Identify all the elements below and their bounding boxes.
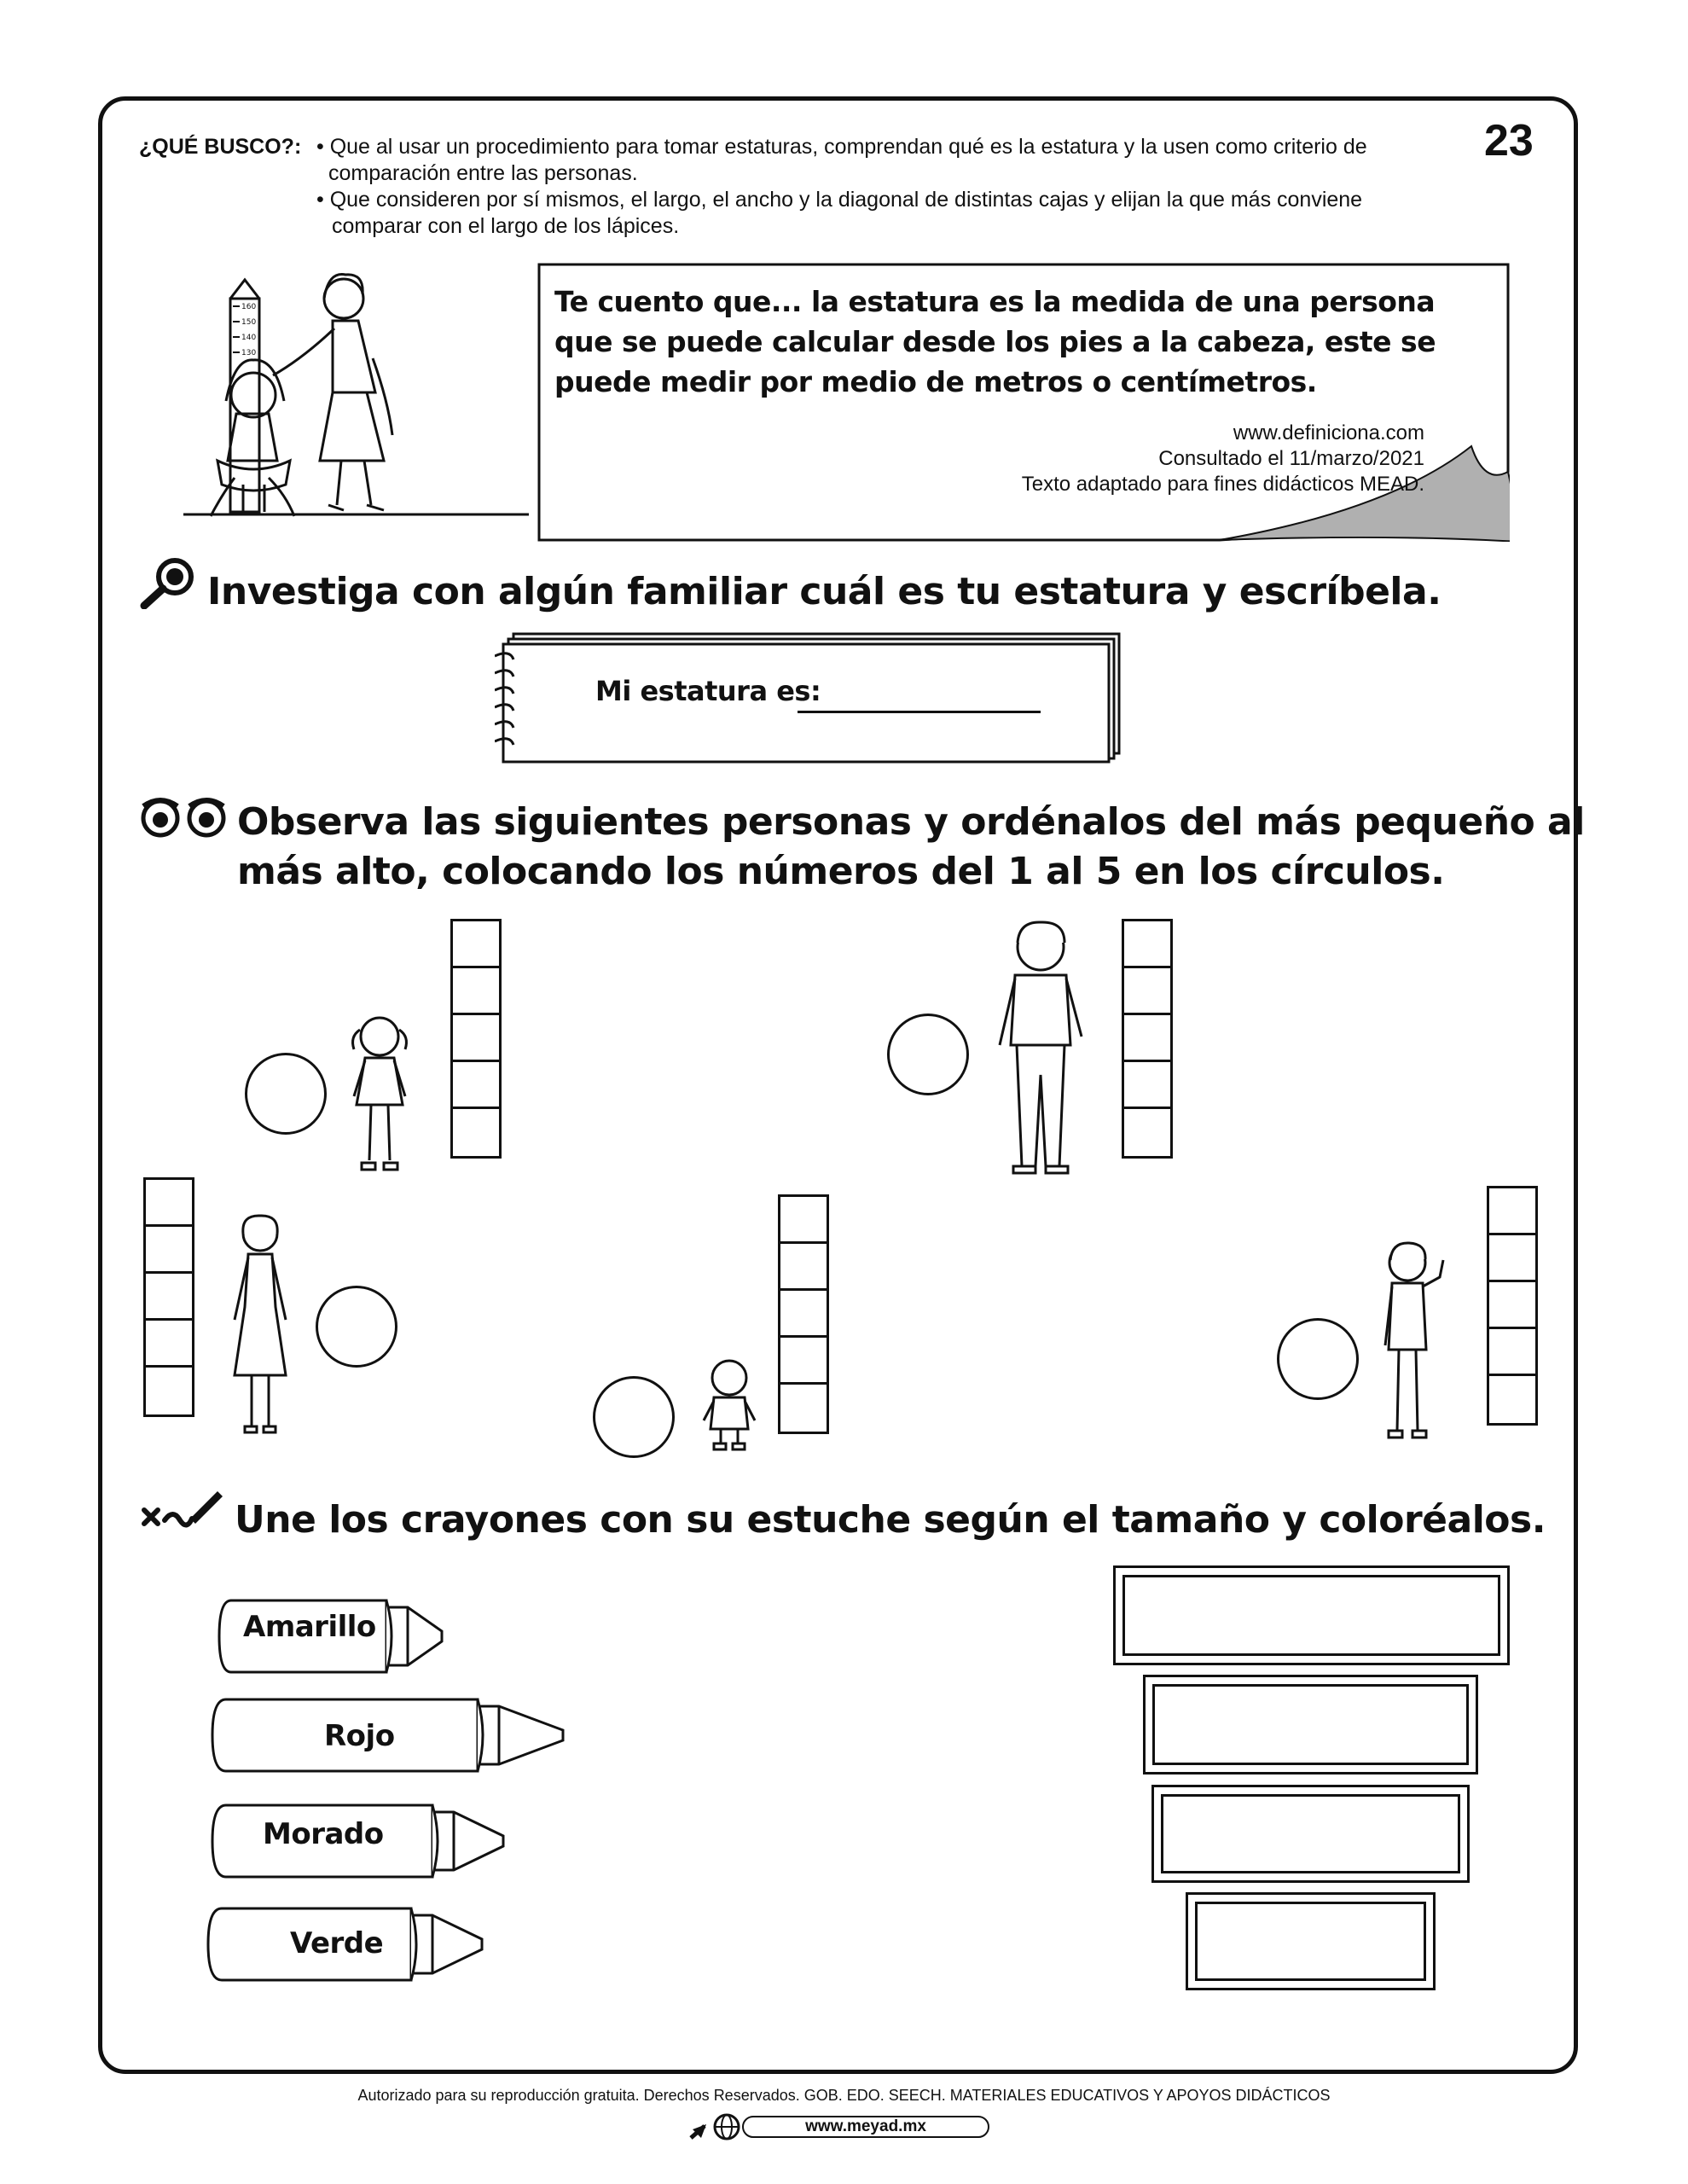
ruler-tick-160: 160	[241, 303, 257, 311]
woman-figure	[226, 1213, 294, 1439]
activity1-instruction: Investiga con algún familiar cuál es tu estatura y escríbela.	[207, 570, 1441, 613]
crayon-case-2[interactable]	[1143, 1675, 1478, 1774]
height-stack-boy	[1487, 1186, 1538, 1426]
man-figure	[989, 917, 1092, 1177]
height-stack-girl	[450, 919, 502, 1159]
bullet-1: • Que al usar un procedimiento para tomar estaturas, comprendan qué es la estatura y la usen como criterio de	[316, 135, 1367, 159]
que-busco-bullets	[316, 134, 1570, 240]
order-circle-girl[interactable]	[245, 1053, 327, 1135]
bullet-1-cont: comparación entre las personas.	[328, 161, 638, 185]
activity2-instruction-line1: Observa las siguientes personas y ordénalos del más pequeño al	[237, 800, 1585, 844]
height-answer-line[interactable]	[798, 711, 1041, 713]
note-source-date: Consultado el 11/marzo/2021	[1158, 447, 1424, 470]
note-source-purpose: Texto adaptado para fines didácticos MEAD.	[1021, 473, 1424, 496]
ruler-tick-130: 130	[241, 349, 257, 357]
note-source	[1022, 421, 1424, 497]
que-busco-label: ¿QUÉ BUSCO?:	[139, 135, 302, 159]
bullet-2-cont: comparar con el largo de los lápices.	[332, 214, 680, 238]
website-link[interactable]: www.meyad.mx	[742, 2116, 989, 2138]
order-circle-man[interactable]	[887, 1014, 969, 1095]
page-number: 23	[1484, 116, 1534, 166]
ruler-tick-150: 150	[241, 318, 257, 327]
order-circle-boy[interactable]	[1277, 1318, 1359, 1400]
crayon-case-1[interactable]	[1113, 1565, 1510, 1665]
crayon-case-4[interactable]	[1186, 1892, 1436, 1990]
order-circle-woman[interactable]	[316, 1286, 397, 1368]
activity2-instruction	[237, 798, 1585, 897]
pencil-match-icon	[139, 1484, 224, 1536]
bullet-2: • Que consideren por sí mismos, el largo, el ancho y la diagonal de distintas cajas y elijan la que más conviene	[316, 188, 1363, 212]
crayon-label-verde: Verde	[290, 1926, 384, 1960]
note-source-site: www.definiciona.com	[1233, 421, 1424, 444]
order-circle-toddler[interactable]	[593, 1376, 675, 1458]
info-note	[537, 263, 1510, 542]
ruler-tick-140: 140	[241, 334, 257, 342]
height-notepad	[495, 627, 1126, 764]
measuring-illustration	[183, 264, 542, 537]
note-text: Te cuento que... la estatura es la medida de una persona que se puede calcular desde los pies a la cabeza, este se puede medir por medio de metros o centímetros.	[554, 285, 1436, 398]
height-stack-man	[1122, 919, 1173, 1159]
toddler-figure	[695, 1356, 763, 1455]
crayon-label-rojo: Rojo	[324, 1719, 395, 1753]
activity2-instruction-line2: más alto, colocando los números del 1 al 5 en los círculos.	[237, 850, 1445, 893]
girl-figure	[341, 1011, 418, 1177]
notepad-label: Mi estatura es:	[595, 675, 821, 707]
crayon-label-morado: Morado	[263, 1817, 384, 1851]
globe-icon	[689, 2112, 744, 2141]
activity3-instruction: Une los crayones con su estuche según el tamaño y coloréalos.	[235, 1498, 1546, 1542]
boy-figure	[1373, 1239, 1459, 1445]
footer-rights: Autorizado para su reproducción gratuita. Derechos Reservados. GOB. EDO. SEECH. MATERIALES EDUCATIVOS Y APOYOS DIDÁCTICOS	[357, 2087, 1331, 2104]
height-stack-toddler	[778, 1194, 829, 1434]
height-stack-woman	[143, 1177, 194, 1417]
que-busco-block	[139, 134, 1418, 245]
crayon-case-3[interactable]	[1151, 1785, 1470, 1883]
crayon-label-amarillo: Amarillo	[243, 1610, 376, 1644]
eyes-icon	[139, 796, 229, 840]
magnifier-icon	[139, 556, 199, 609]
